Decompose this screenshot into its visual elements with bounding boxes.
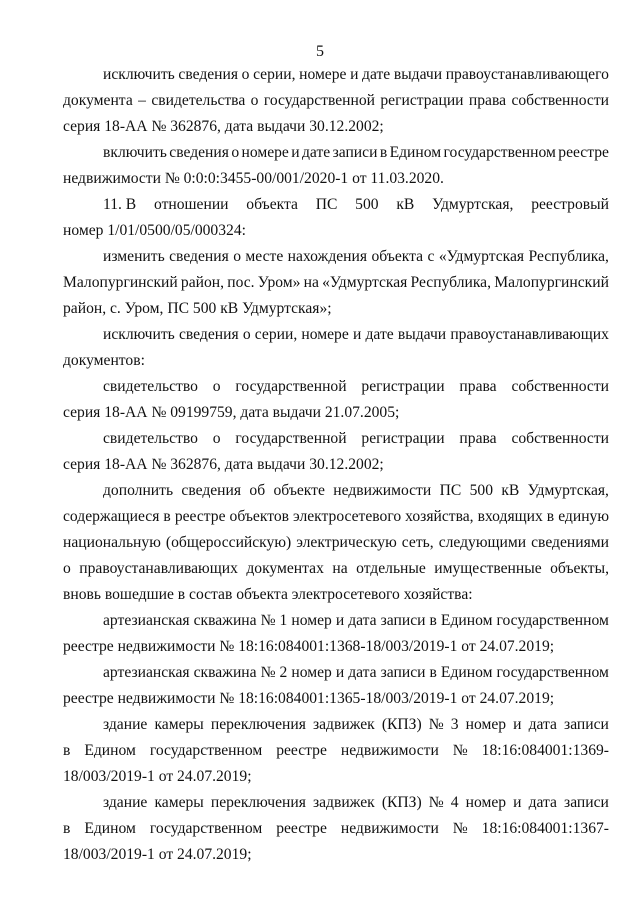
word: № xyxy=(260,664,276,681)
word: на xyxy=(303,274,319,291)
paragraph-item-11 xyxy=(63,192,609,244)
word: дате xyxy=(365,326,394,343)
paragraph-exclude-documents xyxy=(63,322,609,374)
word: сведения xyxy=(181,482,242,499)
word: сведения xyxy=(178,66,239,83)
word: и xyxy=(335,664,345,681)
text-line xyxy=(63,660,609,686)
text-line xyxy=(63,790,609,816)
text-line xyxy=(63,504,609,530)
word: номере xyxy=(299,66,347,83)
word: 11. В xyxy=(103,196,137,213)
text-line xyxy=(63,322,609,348)
word: дате xyxy=(302,144,331,161)
word: Уром» xyxy=(257,274,301,291)
word: задвижек xyxy=(312,794,375,811)
word: Республика, xyxy=(528,248,609,265)
word: хозяйства, xyxy=(405,508,474,525)
word: ПС xyxy=(315,196,338,213)
word: (КПЗ) xyxy=(381,716,422,733)
word: № xyxy=(452,820,468,837)
word: включить xyxy=(103,144,167,161)
word: национальную xyxy=(63,534,161,551)
word: переключения xyxy=(210,794,306,811)
word: в xyxy=(63,820,71,837)
word: номер xyxy=(291,664,332,681)
word: и xyxy=(513,794,522,811)
word: скважина xyxy=(193,612,257,629)
word: о xyxy=(212,430,221,447)
word: № xyxy=(428,716,444,733)
word: кВ xyxy=(396,196,415,213)
word: скважина xyxy=(193,664,257,681)
word: номер xyxy=(465,716,507,733)
word: записи xyxy=(380,664,426,681)
word: – xyxy=(138,92,146,109)
word: объекта xyxy=(371,248,424,265)
word: свидетельство xyxy=(103,378,198,395)
word: электросетевого xyxy=(293,508,402,525)
word: (КПЗ) xyxy=(381,794,422,811)
word: изменить xyxy=(103,248,165,265)
word: государственном xyxy=(149,742,263,759)
word: правоустанавливающих xyxy=(450,326,609,343)
word: в xyxy=(429,664,437,681)
word: записи xyxy=(564,716,609,733)
word: имущественные xyxy=(434,560,542,577)
paragraph-well-2 xyxy=(63,660,609,712)
word: регистрации xyxy=(361,378,445,395)
word: единую xyxy=(558,508,609,525)
word: № xyxy=(452,742,468,759)
word: дополнить xyxy=(103,482,174,499)
text-line xyxy=(63,556,609,582)
paragraph-valve-chamber-3 xyxy=(63,712,609,790)
text-line: документов: xyxy=(63,352,145,369)
word: Удмуртская, xyxy=(432,196,514,213)
word: сведения xyxy=(169,144,229,161)
word: дата xyxy=(528,794,557,811)
text-line xyxy=(63,712,609,738)
word: артезианская xyxy=(103,612,190,629)
word: артезианская xyxy=(103,664,190,681)
word: переключения xyxy=(210,716,306,733)
text-line xyxy=(63,530,609,556)
word: реестре xyxy=(276,820,327,837)
text-line: серия 18-АА № 362876, дата выдачи 30.12.2002; xyxy=(63,456,384,473)
word: № xyxy=(428,794,444,811)
word: недвижимости xyxy=(340,742,439,759)
word: здание xyxy=(103,794,148,811)
word: о xyxy=(63,560,71,577)
text-line-justified xyxy=(63,816,609,842)
text-line-justified xyxy=(63,426,609,452)
text-line: реестре недвижимости № 18:16:084001:1365-18/003/2019-1 от 24.07.2019; xyxy=(63,690,555,707)
word: Едином xyxy=(389,144,442,161)
word: «Удмуртская xyxy=(322,274,408,291)
word: исключить xyxy=(103,326,175,343)
word: 4 xyxy=(450,794,459,811)
word: в xyxy=(379,144,388,161)
word: 18:16:084001:1367- xyxy=(481,820,609,837)
word: 18:16:084001:1369- xyxy=(481,742,609,759)
word: исключить xyxy=(103,66,175,83)
word: на xyxy=(332,560,348,577)
word: 1 xyxy=(279,612,288,629)
word: номер xyxy=(291,612,332,629)
word: о xyxy=(250,92,259,109)
word: собственности xyxy=(511,430,609,447)
word: о xyxy=(212,378,221,395)
word: государственной xyxy=(235,430,347,447)
text-line: вновь вошедшие в состав объекта электросетевого хозяйства: xyxy=(63,586,473,603)
word: Малопургинский xyxy=(494,274,609,291)
word: и xyxy=(350,66,359,83)
word: недвижимости xyxy=(340,820,439,837)
word: сведениями xyxy=(531,534,609,551)
word: «Удмуртская xyxy=(438,248,525,265)
word: государственной xyxy=(235,378,347,395)
text-line xyxy=(63,478,609,504)
word: права xyxy=(459,378,497,395)
word: 3 xyxy=(450,716,459,733)
word: камеры xyxy=(154,716,204,733)
word: номере xyxy=(241,144,289,161)
word: правоустанавливающих xyxy=(79,560,238,577)
word: Малопургинский xyxy=(63,274,178,291)
word: камеры xyxy=(154,794,204,811)
text-line: серия 18-АА № 09199759, дата выдачи 21.07.2005; xyxy=(63,404,400,421)
text-line: 18/003/2019-1 от 24.07.2019; xyxy=(63,846,252,863)
word: отношении xyxy=(154,196,229,213)
word: и xyxy=(352,326,362,343)
paragraph-certificate-1 xyxy=(63,374,609,426)
text-line: реестре недвижимости № 18:16:084001:1368-18/003/2019-1 от 24.07.2019; xyxy=(63,638,555,655)
word: (общероссийскую) xyxy=(165,534,292,551)
word: в xyxy=(546,508,555,525)
word: в xyxy=(429,612,437,629)
word: содержащиеся xyxy=(63,508,160,525)
word: государственном xyxy=(496,612,609,629)
word: Едином xyxy=(440,612,493,629)
text-line-justified xyxy=(63,374,609,400)
text-line xyxy=(63,88,609,114)
word: сведения xyxy=(178,326,239,343)
document-body xyxy=(63,62,609,868)
word: и xyxy=(513,716,522,733)
word: государственном xyxy=(149,820,263,837)
word: недвижимости xyxy=(333,482,432,499)
page-number: 5 xyxy=(316,43,324,60)
text-line: номер 1/01/0500/05/000324: xyxy=(63,222,246,239)
word: номере xyxy=(301,326,349,343)
word: регистрации xyxy=(380,92,464,109)
word: записи xyxy=(564,794,609,811)
word: в xyxy=(163,508,171,525)
word: № xyxy=(260,612,276,629)
word: об xyxy=(249,482,266,499)
text-line xyxy=(63,270,609,296)
word: серии, xyxy=(254,326,298,343)
word: реестре xyxy=(276,742,327,759)
word: месте xyxy=(245,248,284,265)
word: государственном xyxy=(496,664,609,681)
word: выдачи xyxy=(393,66,443,83)
word: серии, xyxy=(253,66,296,83)
word: реестре xyxy=(558,144,609,161)
word: Едином xyxy=(440,664,493,681)
word: отдельные xyxy=(356,560,426,577)
word: документа xyxy=(63,92,133,109)
word: дате xyxy=(362,66,391,83)
word: о xyxy=(241,66,250,83)
word: Едином xyxy=(84,742,136,759)
paragraph-change-location xyxy=(63,244,609,322)
paragraph-certificate-2 xyxy=(63,426,609,478)
word: пос. xyxy=(227,274,255,291)
word: сведения xyxy=(169,248,229,265)
text-line xyxy=(63,244,609,270)
word: следующими xyxy=(438,534,527,551)
word: электрическую xyxy=(296,534,397,551)
word: дата xyxy=(348,664,377,681)
word: объектов xyxy=(229,508,289,525)
word: дата xyxy=(348,612,377,629)
word: здание xyxy=(103,716,148,733)
text-line: недвижимости № 0:0:0:3455-00/001/2020-1 от 11.03.2020. xyxy=(63,170,444,187)
word: права xyxy=(459,430,497,447)
word: записи xyxy=(332,144,378,161)
word: номер xyxy=(465,794,507,811)
text-line: район, с. Уром, ПС 500 кВ Удмуртская»; xyxy=(63,300,332,317)
paragraph-well-1 xyxy=(63,608,609,660)
word: 2 xyxy=(279,664,288,681)
word: о xyxy=(242,326,251,343)
word: правоустанавливающего xyxy=(445,66,609,83)
word: Республика, xyxy=(410,274,491,291)
text-line xyxy=(63,608,609,634)
word: задвижек xyxy=(312,716,375,733)
word: с xyxy=(427,248,435,265)
word: государственной xyxy=(263,92,375,109)
word: объекта xyxy=(246,196,298,213)
text-line: серия 18-АА № 362876, дата выдачи 30.12.2002; xyxy=(63,118,384,135)
text-line xyxy=(63,62,609,88)
word: кВ xyxy=(501,482,520,499)
paragraph-include-registry-record xyxy=(63,140,609,192)
word: реестровый xyxy=(531,196,609,213)
word: дата xyxy=(528,716,557,733)
text-line-justified xyxy=(63,192,609,218)
word: нахождения xyxy=(287,248,368,265)
word: документах xyxy=(246,560,324,577)
word: сеть, xyxy=(401,534,434,551)
word: и xyxy=(291,144,300,161)
word: выдачи xyxy=(397,326,447,343)
word: записи xyxy=(380,612,426,629)
text-line xyxy=(63,140,609,166)
word: свидетельство xyxy=(103,430,198,447)
word: регистрации xyxy=(361,430,445,447)
word: права xyxy=(468,92,507,109)
word: собственности xyxy=(511,92,609,109)
word: свидетельства xyxy=(151,92,246,109)
paragraph-valve-chamber-4 xyxy=(63,790,609,868)
word: район, xyxy=(180,274,225,291)
text-line: 18/003/2019-1 от 24.07.2019; xyxy=(63,768,252,785)
word: о xyxy=(233,248,241,265)
word: Удмуртская, xyxy=(527,482,609,499)
word: государственном xyxy=(443,144,556,161)
word: реестре xyxy=(174,508,226,525)
word: и xyxy=(335,612,345,629)
word: о xyxy=(231,144,240,161)
word: объекте xyxy=(273,482,325,499)
word: в xyxy=(63,742,71,759)
word: ПС xyxy=(439,482,462,499)
word: объекты, xyxy=(550,560,609,577)
word: 500 xyxy=(355,196,379,213)
word: 500 xyxy=(469,482,493,499)
paragraph-add-information xyxy=(63,478,609,608)
paragraph-exclude-certificate xyxy=(63,62,609,140)
word: Едином xyxy=(84,820,136,837)
word: собственности xyxy=(511,378,609,395)
text-line-justified xyxy=(63,738,609,764)
word: входящих xyxy=(477,508,543,525)
